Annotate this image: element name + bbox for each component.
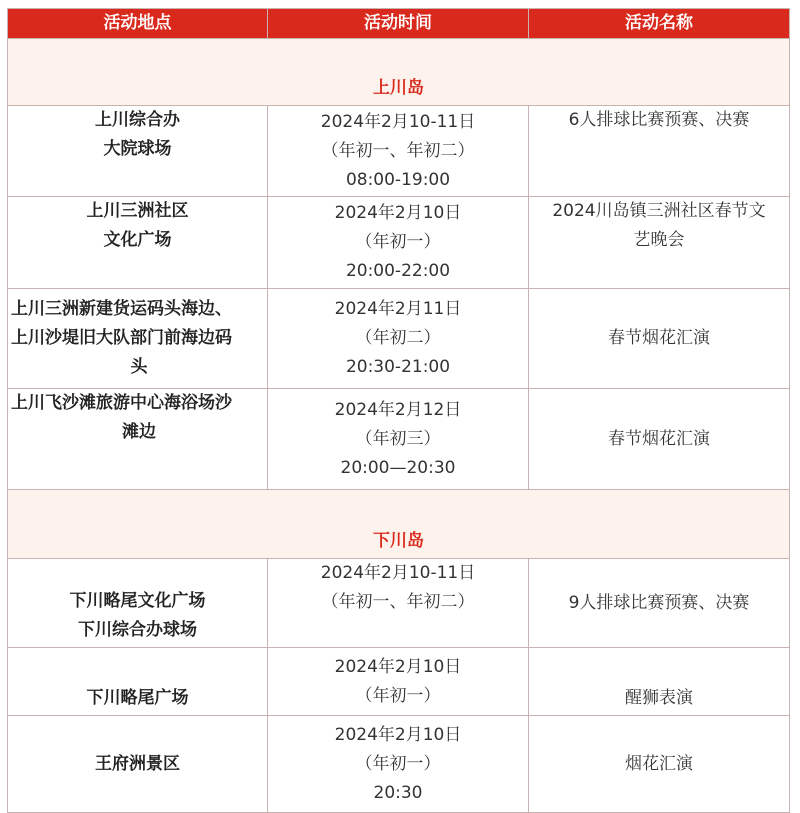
time-line: （年初二）	[355, 328, 441, 348]
location-cell	[8, 389, 268, 490]
time-line: 08:00-19:00	[345, 169, 451, 190]
location-cell	[8, 559, 268, 648]
header-name: 活动名称	[529, 9, 790, 39]
name-line: 2024川岛镇三洲社区春节文	[552, 201, 766, 221]
time-cell	[268, 716, 529, 813]
location-line: 王府洲景区	[95, 753, 180, 774]
time-line: （年初一、年初二）	[321, 592, 475, 612]
location-line: 上川综合办	[95, 110, 180, 130]
time-line: 20:00-22:00	[345, 261, 451, 281]
time-line: （年初一）	[355, 753, 441, 774]
time-cell	[268, 559, 529, 648]
location-line: 上川飞沙滩旅游中心海浴场沙	[11, 393, 232, 413]
table-row	[8, 648, 790, 716]
location-cell	[8, 197, 268, 289]
time-cell	[268, 389, 529, 490]
time-cell	[268, 289, 529, 389]
location-line: 滩边	[122, 422, 156, 442]
location-line: 下川略尾文化广场	[69, 591, 206, 611]
location-cell	[8, 106, 268, 197]
location-line: 大院球场	[103, 139, 172, 159]
time-line: 2024年2月10日	[334, 656, 462, 677]
name-cell	[529, 716, 790, 813]
table-row	[8, 716, 790, 813]
location-line: 下川综合办球场	[78, 620, 197, 640]
location-cell	[8, 716, 268, 813]
table-row	[8, 289, 790, 389]
location-cell	[8, 289, 268, 389]
section-row-xiachuan	[8, 490, 790, 559]
location-line: 文化广场	[103, 230, 172, 250]
table-row	[8, 197, 790, 289]
header-time: 活动时间	[268, 9, 529, 39]
location-line: 头	[130, 357, 148, 377]
time-line: 2024年2月12日	[334, 399, 462, 420]
name-cell	[529, 197, 790, 289]
name-cell	[529, 106, 790, 197]
location-line: 上川三洲新建货运码头海边、	[11, 299, 232, 319]
time-cell	[268, 648, 529, 716]
name-line: 6人排球比赛预赛、决赛	[568, 110, 750, 130]
time-line: 20:00—20:30	[340, 457, 456, 478]
table-row	[8, 559, 790, 648]
section-title: 上川岛	[8, 39, 790, 106]
table-row	[8, 389, 790, 490]
name-line: 烟花汇演	[625, 753, 693, 774]
time-cell	[268, 197, 529, 289]
name-cell	[529, 648, 790, 716]
time-line: 20:30-21:00	[345, 357, 451, 377]
section-title: 下川岛	[8, 490, 790, 559]
location-cell	[8, 648, 268, 716]
time-line: 2024年2月11日	[334, 299, 462, 319]
name-cell	[529, 289, 790, 389]
table-row	[8, 106, 790, 197]
name-line: 春节烟花汇演	[608, 328, 710, 348]
name-line: 春节烟花汇演	[608, 428, 710, 449]
location-line: 上川三洲社区	[86, 201, 189, 221]
header-location: 活动地点	[8, 9, 268, 39]
time-line: 2024年2月10日	[334, 203, 462, 223]
section-row-shangchuan	[8, 39, 790, 106]
activity-schedule-table	[7, 8, 790, 813]
time-line: （年初三）	[355, 428, 441, 449]
time-line: （年初一、年初二）	[321, 140, 475, 161]
header-row	[8, 9, 790, 39]
name-cell	[529, 559, 790, 648]
time-cell	[268, 106, 529, 197]
name-line: 醒狮表演	[625, 688, 693, 708]
name-cell	[529, 389, 790, 490]
time-line: 2024年2月10-11日	[320, 563, 476, 583]
time-line: 20:30	[373, 782, 423, 803]
time-line: 2024年2月10-11日	[320, 111, 476, 132]
location-line: 下川略尾广场	[86, 688, 189, 708]
name-line: 9人排球比赛预赛、决赛	[568, 592, 750, 613]
location-line: 上川沙堤旧大队部门前海边码	[11, 328, 232, 348]
name-line: 艺晚会	[633, 230, 685, 250]
time-line: （年初一）	[355, 232, 441, 252]
time-line: （年初一）	[355, 685, 441, 706]
time-line: 2024年2月10日	[334, 724, 462, 745]
